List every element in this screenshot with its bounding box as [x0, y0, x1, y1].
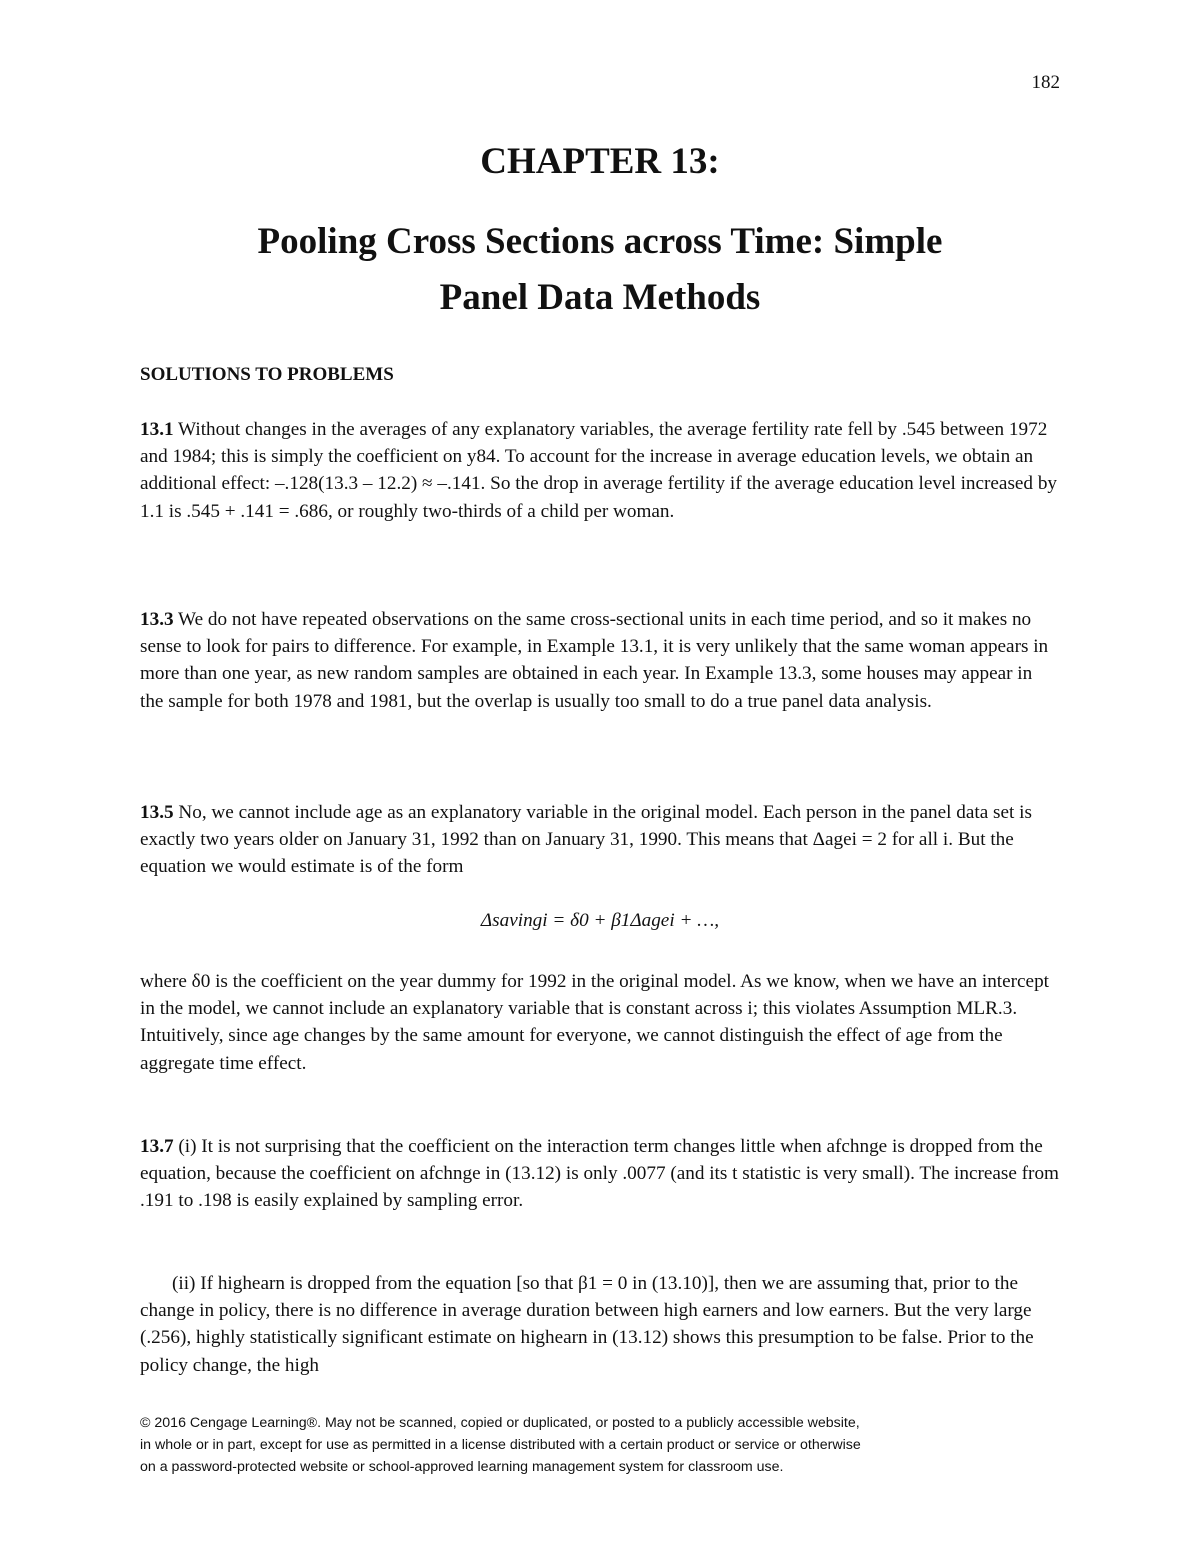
problem-13-5: [140, 799, 1060, 881]
chapter-subtitle: [140, 214, 1060, 326]
section-heading: SOLUTIONS TO PROBLEMS: [140, 364, 394, 385]
problem-text: No, we cannot include age as an explanatory variable in the original model. Each person in the panel data set is exactly two years older on January 31, 1992 than on January 31, 1990. This means that Δagei = 2 for all i. But the equation we would estimate is of the form: [140, 802, 1032, 878]
problem-label: 13.5: [140, 802, 174, 823]
chapter-title: CHAPTER 13:: [480, 141, 720, 182]
problem-13-5-continuation: where δ0 is the coefficient on the year dummy for 1992 in the original model. As we know, when we have an intercept in the model, we cannot include an explanatory variable that is constant across i; this violates Assumption MLR.3. Intuitively, since age changes by the same amount for everyone, we cannot distinguish the effect of age from the aggregate time effect.: [140, 971, 1049, 1074]
footer-line: in whole or in part, except for use as permitted in a license distributed with a certain product or service or otherwise: [140, 1437, 861, 1453]
problem-label: 13.7: [140, 1136, 174, 1157]
problem-13-1: [140, 416, 1060, 525]
chapter-subtitle-line2: Panel Data Methods: [439, 277, 761, 318]
copyright-footer: [140, 1412, 1060, 1478]
footer-line: © 2016 Cengage Learning®. May not be scanned, copied or duplicated, or posted to a publicly accessible website,: [140, 1415, 860, 1431]
page-number: 182: [1031, 72, 1060, 93]
footer-line: on a password-protected website or school-approved learning management system for classroom use.: [140, 1459, 784, 1475]
equation: Δsavingi = δ0 + β1Δagei + …,: [480, 910, 720, 931]
chapter-subtitle-line1: Pooling Cross Sections across Time: Simple: [257, 221, 943, 262]
problem-text: We do not have repeated observations on the same cross-sectional units in each time period, and so it makes no sense to look for pairs to difference. For example, in Example 13.1, it is very unlikely that the same woman appears in more than one year, as new random samples are obtained in each year. In Example 13.3, some houses may appear in the sample for both 1978 and 1981, but the overlap is usually too small to do a true panel data analysis.: [140, 609, 1049, 712]
problem-label: 13.1: [140, 419, 174, 440]
problem-label: 13.3: [140, 609, 174, 630]
problem-13-7: [140, 1133, 1060, 1215]
problem-text: Without changes in the averages of any explanatory variables, the average fertility rate fell by .545 between 1972 and 1984; this is simply the coefficient on y84. To account for the increase in average education levels, we obtain an additional effect: –.128(13.3 – 12.2) ≈ –.141. So the drop in average fertility if the average education level increased by 1.1 is .545 + .141 = .686, or roughly two-thirds of a child per woman.: [140, 419, 1058, 522]
problem-13-3: [140, 606, 1060, 715]
problem-text: (i) It is not surprising that the coefficient on the interaction term changes little when afchnge is dropped from the equation, because the coefficient on afchnge in (13.12) is only .0077 (and its t statistic is very small). The increase from .191 to .198 is easily explained by sampling error.: [140, 1136, 1059, 1212]
problem-13-7-part-ii: (ii) If highearn is dropped from the equation [so that β1 = 0 in (13.10)], then we are assuming that, prior to the change in policy, there is no difference in average duration between high earners and low earners. But the very large (.256), highly statistically significant estimate on highearn in (13.12) shows this presumption to be false. Prior to the policy change, the high: [140, 1273, 1034, 1376]
